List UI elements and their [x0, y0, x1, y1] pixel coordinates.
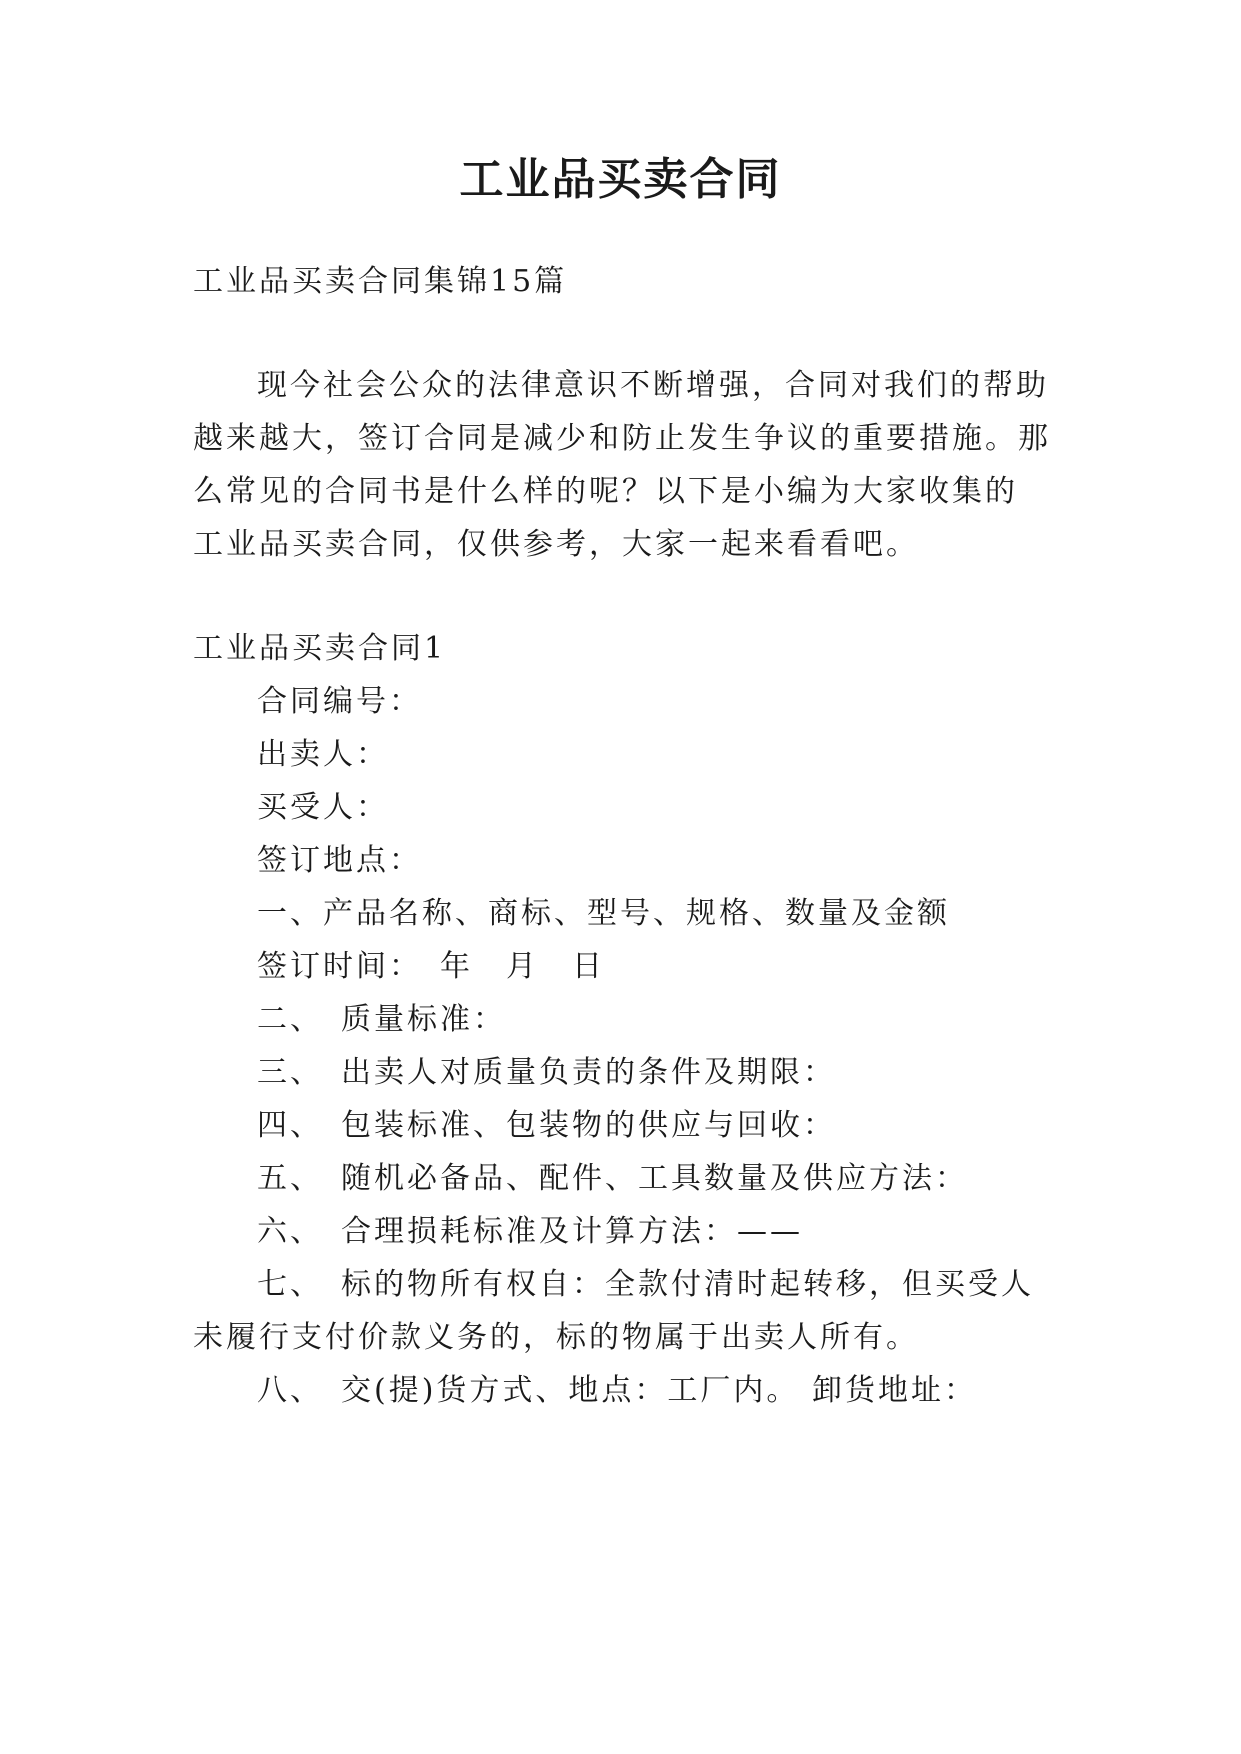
clause-ownership-line: 未履行支付价款义务的，标的物属于出卖人所有。 [193, 1320, 919, 1355]
signing-date-field: 签订时间： 年 月 日 [257, 949, 605, 984]
document-title: 工业品买卖合同 [459, 154, 782, 205]
clause-ownership-line: 七、 标的物所有权自：全款付清时起转移，但买受人 [257, 1267, 1034, 1302]
section-heading: 工业品买卖合同1 [193, 631, 447, 666]
clause-quality-standard: 二、 质量标准： [257, 1002, 506, 1037]
intro-paragraph-line: 越来越大，签订合同是减少和防止发生争议的重要措施。那 [193, 421, 1051, 456]
intro-paragraph-line: 么常见的合同书是什么样的呢？以下是小编为大家收集的 [193, 474, 1018, 509]
buyer-field: 买受人： [257, 790, 389, 825]
clause-product-info: 一、产品名称、商标、型号、规格、数量及金额 [257, 896, 950, 931]
intro-paragraph-line: 现今社会公众的法律意识不断增强，合同对我们的帮助 [257, 368, 1049, 403]
clause-quality-liability: 三、 出卖人对质量负责的条件及期限： [257, 1055, 836, 1090]
clause-packaging: 四、 包装标准、包装物的供应与回收： [257, 1108, 836, 1143]
signing-place-field: 签订地点： [257, 843, 422, 878]
clause-loss-standard: 六、 合理损耗标准及计算方法：—— [257, 1214, 803, 1249]
clause-accessories: 五、 随机必备品、配件、工具数量及供应方法： [257, 1161, 968, 1196]
document-subtitle: 工业品买卖合同集锦15篇 [193, 264, 568, 299]
seller-field: 出卖人： [257, 737, 389, 772]
contract-number-field: 合同编号： [257, 684, 422, 719]
clause-delivery: 八、 交(提)货方式、地点：工厂内。 卸货地址： [257, 1373, 977, 1408]
intro-paragraph-line: 工业品买卖合同，仅供参考，大家一起来看看吧。 [193, 527, 919, 562]
